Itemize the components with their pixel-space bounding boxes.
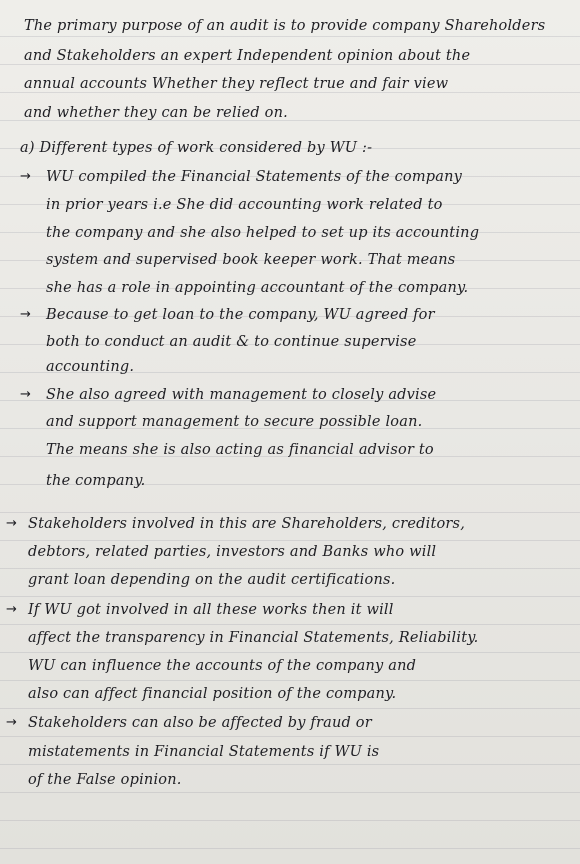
- text-line-20: grant loan depending on the audit certifications.: [28, 572, 396, 588]
- text-line-3: annual accounts Whether they reflect true and fair view: [24, 76, 449, 92]
- text-line-9: system and supervised book keeper work. That means: [46, 252, 456, 268]
- ruled-line: [0, 624, 580, 625]
- text-line-6: WU compiled the Financial Statements of the company: [46, 169, 463, 185]
- text-line-22: affect the transparency in Financial Statements, Reliability.: [28, 630, 479, 646]
- text-line-10: she has a role in appointing accountant of the company.: [46, 280, 469, 296]
- text-line-7: in prior years i.e She did accounting work related to: [46, 197, 443, 213]
- text-line-19: debtors, related parties, investors and Banks who will: [28, 544, 437, 560]
- text-line-23: WU can influence the accounts of the company and: [28, 658, 417, 674]
- ruled-line: [0, 36, 580, 37]
- text-line-21: If WU got involved in all these works then it will: [28, 602, 394, 618]
- bullet-arrow-5: →: [6, 602, 17, 617]
- text-line-4: and whether they can be relied on.: [24, 105, 288, 121]
- ruled-line: [0, 540, 580, 541]
- ruled-line: [0, 736, 580, 737]
- text-line-26: mistatements in Financial Statements if WU is: [28, 744, 380, 760]
- section-heading: a) Different types of work considered by WU :-: [20, 140, 373, 156]
- text-line-27: of the False opinion.: [28, 772, 182, 788]
- text-line-11: Because to get loan to the company, WU agreed for: [46, 307, 435, 323]
- ruled-line: [0, 848, 580, 849]
- ruled-line: [0, 680, 580, 681]
- ruled-line: [0, 652, 580, 653]
- text-line-18: Stakeholders involved in this are Shareholders, creditors,: [28, 516, 466, 532]
- bullet-arrow-6: →: [6, 715, 17, 730]
- ruled-line: [0, 792, 580, 793]
- text-line-16: The means she is also acting as financial advisor to: [46, 442, 434, 458]
- ruled-line: [0, 764, 580, 765]
- ruled-line: [0, 596, 580, 597]
- text-line-15: and support management to secure possible loan.: [46, 414, 423, 430]
- bullet-arrow-4: →: [6, 516, 17, 531]
- ruled-line: [0, 820, 580, 821]
- text-line-25: Stakeholders can also be affected by fraud or: [28, 715, 372, 731]
- text-line-24: also can affect financial position of the company.: [28, 686, 397, 702]
- bullet-arrow-1: →: [20, 169, 31, 184]
- text-line-13: accounting.: [46, 359, 135, 375]
- text-line-12: both to conduct an audit & to continue supervise: [46, 334, 417, 350]
- text-line-1: The primary purpose of an audit is to provide company Shareholders: [24, 18, 546, 34]
- text-line-14: She also agreed with management to closely advise: [46, 387, 437, 403]
- bullet-arrow-2: →: [20, 307, 31, 322]
- text-line-8: the company and she also helped to set up its accounting: [46, 225, 480, 241]
- ruled-line: [0, 708, 580, 709]
- ruled-line: [0, 512, 580, 513]
- bullet-arrow-3: →: [20, 387, 31, 402]
- text-line-17: the company.: [46, 473, 146, 489]
- ruled-line: [0, 568, 580, 569]
- text-line-2: and Stakeholders an expert Independent opinion about the: [24, 48, 471, 64]
